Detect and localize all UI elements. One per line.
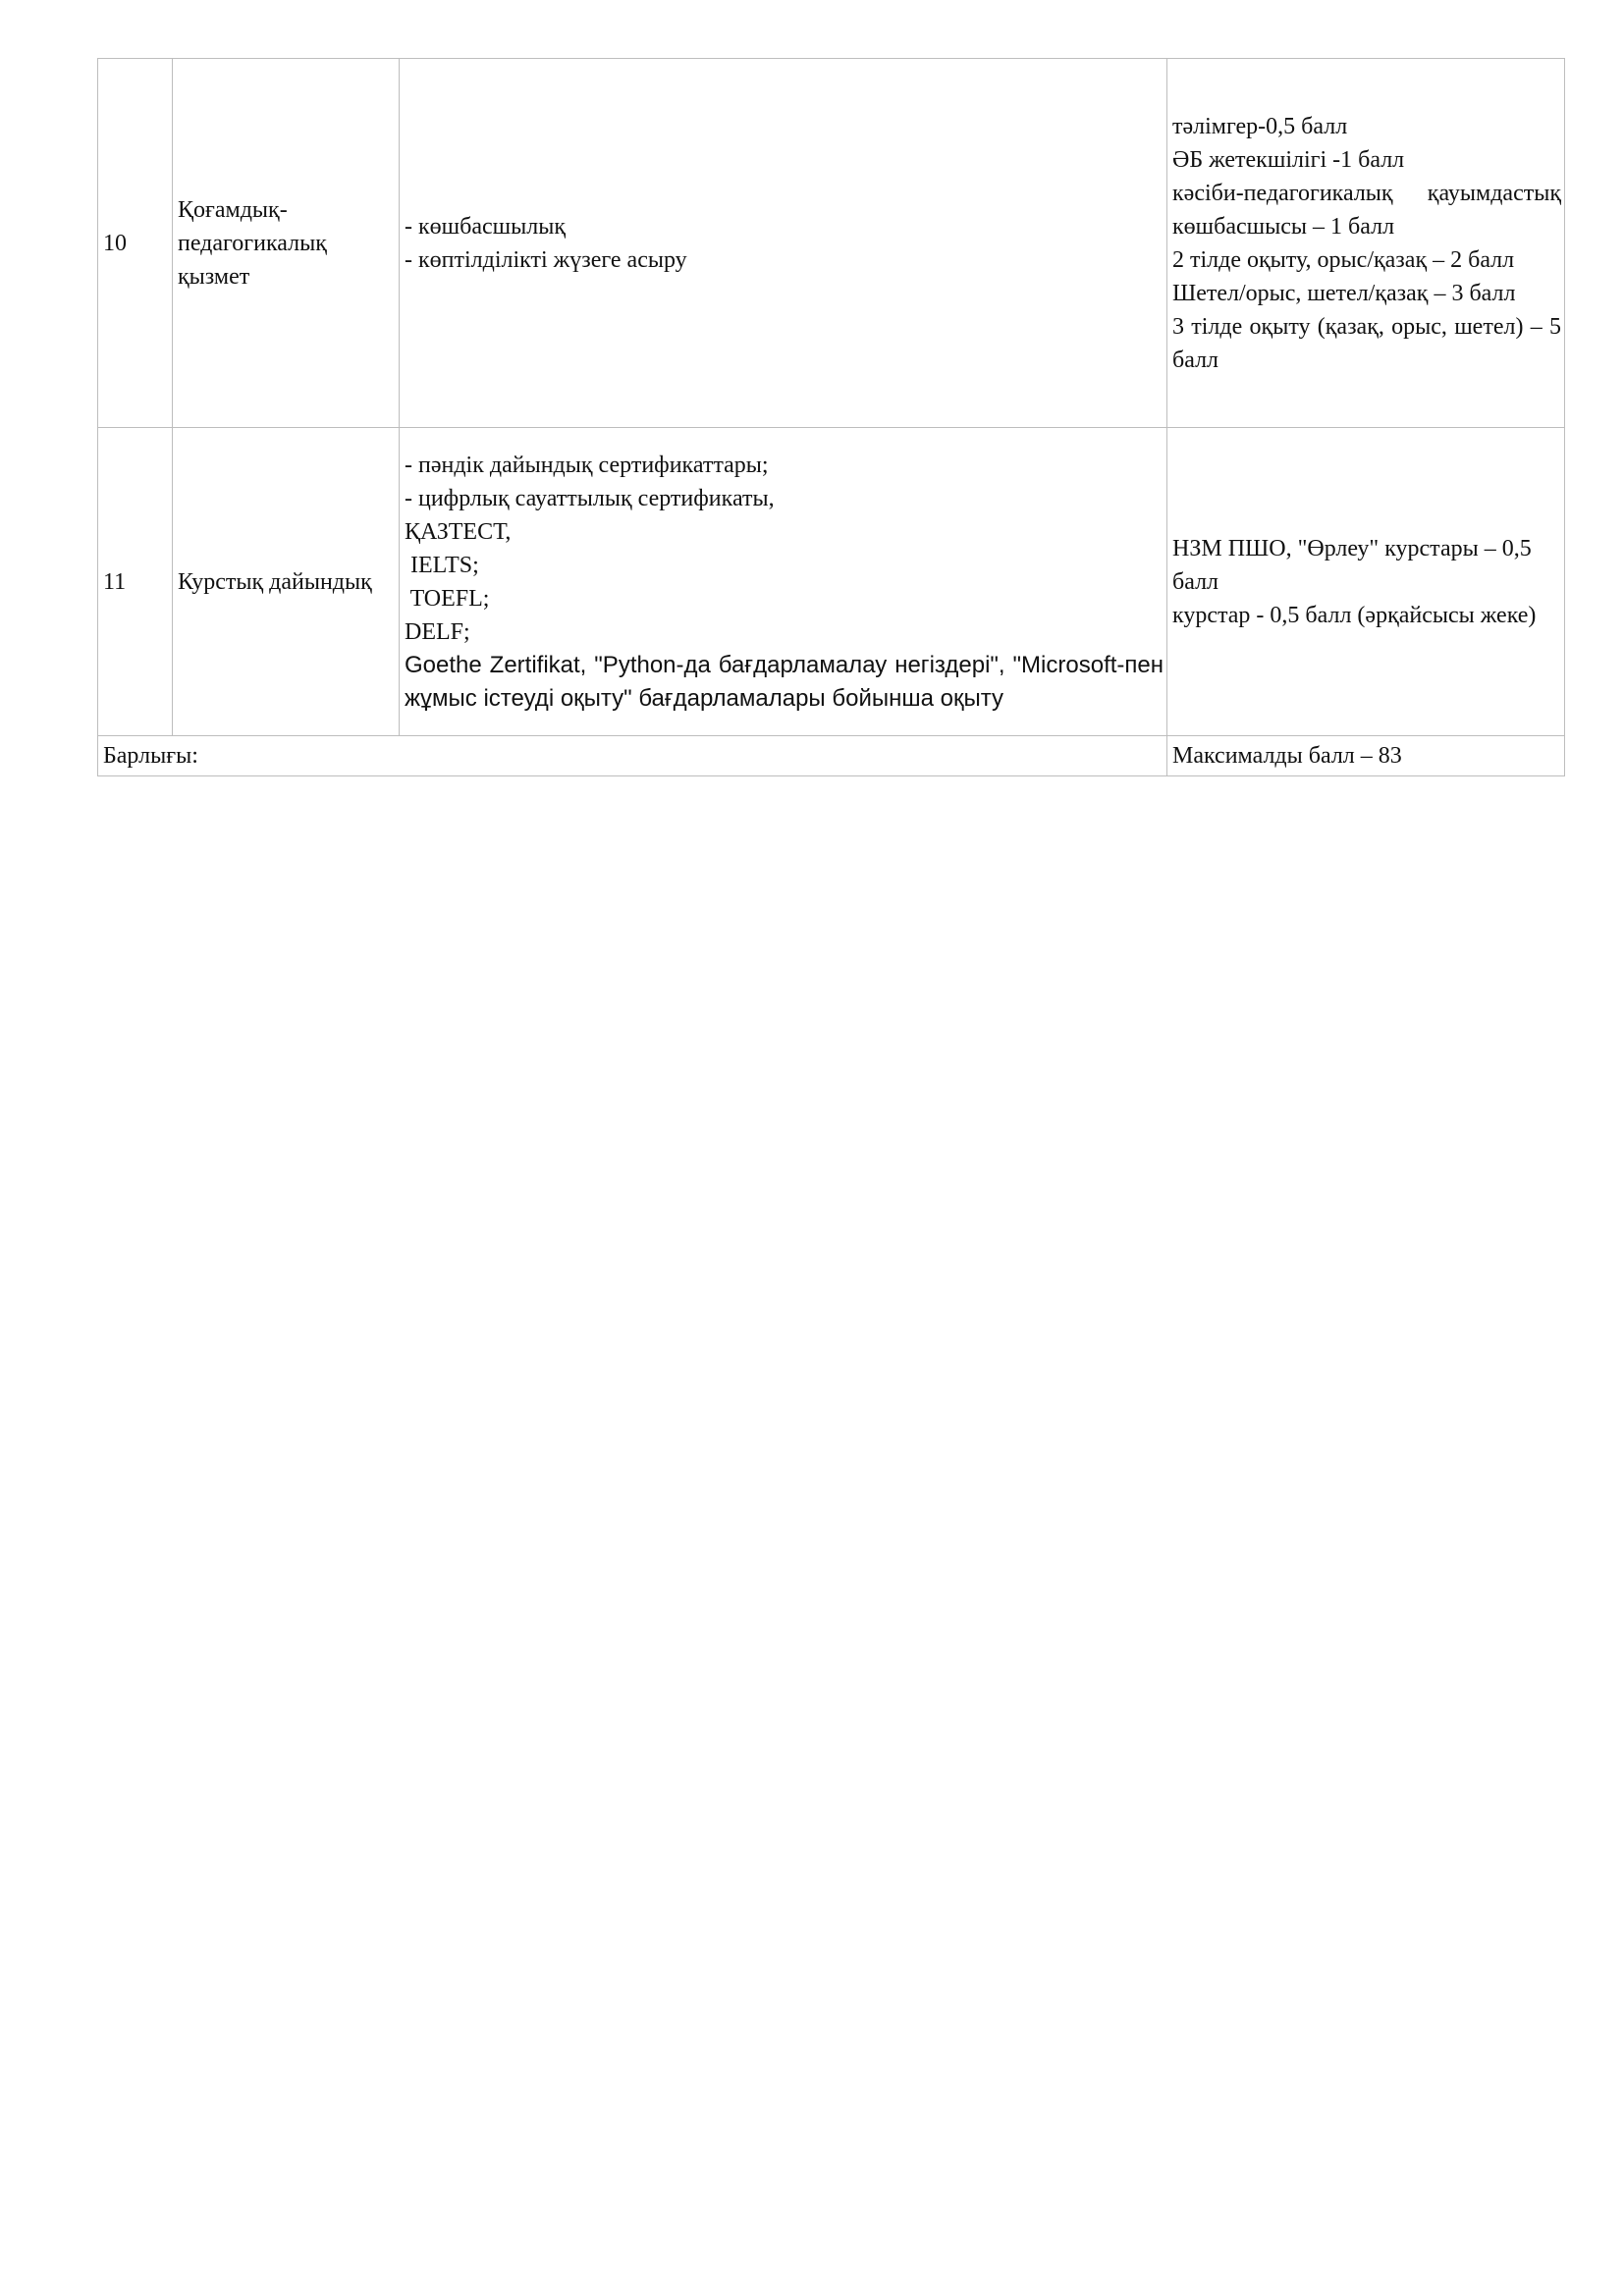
document-page	[97, 58, 1564, 776]
table-row	[98, 428, 1565, 736]
criterion-name: Курстық дайындық	[173, 428, 400, 736]
description-line: - көптілділікті жүзеге асыру	[405, 246, 687, 273]
description-line: - цифрлық сауаттылық сертификаты,	[405, 485, 775, 511]
total-value: Максималды балл – 83	[1172, 743, 1402, 769]
score-line: НЗМ ПШО, "Өрлеу" курстары – 0,5 балл	[1172, 535, 1532, 595]
score-line: 3 тілде оқыту (қазақ, орыс, шетел) – 5 балл	[1172, 313, 1561, 373]
description-line: IELTS;	[405, 552, 479, 578]
total-label-cell	[98, 736, 1167, 776]
score-line: тәлімгер-0,5 балл	[1172, 113, 1348, 139]
criterion-name: Қоғамдық-педагогикалық қызмет	[173, 59, 400, 428]
score-line: 2 тілде оқыту, орыс/қазақ – 2 балл	[1172, 246, 1515, 273]
description-line: DELF;	[405, 618, 470, 645]
description-line: - пәндік дайындық сертификаттары;	[405, 452, 769, 478]
criterion-scores	[1167, 59, 1565, 428]
criterion-scores	[1167, 428, 1565, 736]
description-line: - көшбасшылық	[405, 213, 567, 240]
row-number: 10	[98, 59, 173, 428]
total-value-cell	[1167, 736, 1565, 776]
criteria-table	[97, 58, 1565, 776]
description-line: TOEFL;	[405, 585, 490, 612]
score-line: Шетел/орыс, шетел/қазақ – 3 балл	[1172, 280, 1516, 306]
criterion-description	[400, 428, 1167, 736]
table-row	[98, 59, 1565, 428]
criterion-description	[400, 59, 1167, 428]
row-number: 11	[98, 428, 173, 736]
description-line: Goethe Zertifikat, "Python-да бағдарламалау негіздері", "Microsoft-пен жұмыс істеуді оқыту" бағдарламалары бойынша оқыту	[405, 651, 1164, 712]
total-row	[98, 736, 1565, 776]
score-line: кәсіби-педагогикалық қауымдастық көшбасшысы – 1 балл	[1172, 180, 1561, 240]
total-label: Барлығы:	[103, 743, 198, 769]
description-line: ҚАЗТЕСТ,	[405, 518, 512, 545]
score-line: курстар - 0,5 балл (әрқайсысы жеке)	[1172, 602, 1537, 628]
score-line: ӘБ жетекшілігі -1 балл	[1172, 146, 1405, 173]
